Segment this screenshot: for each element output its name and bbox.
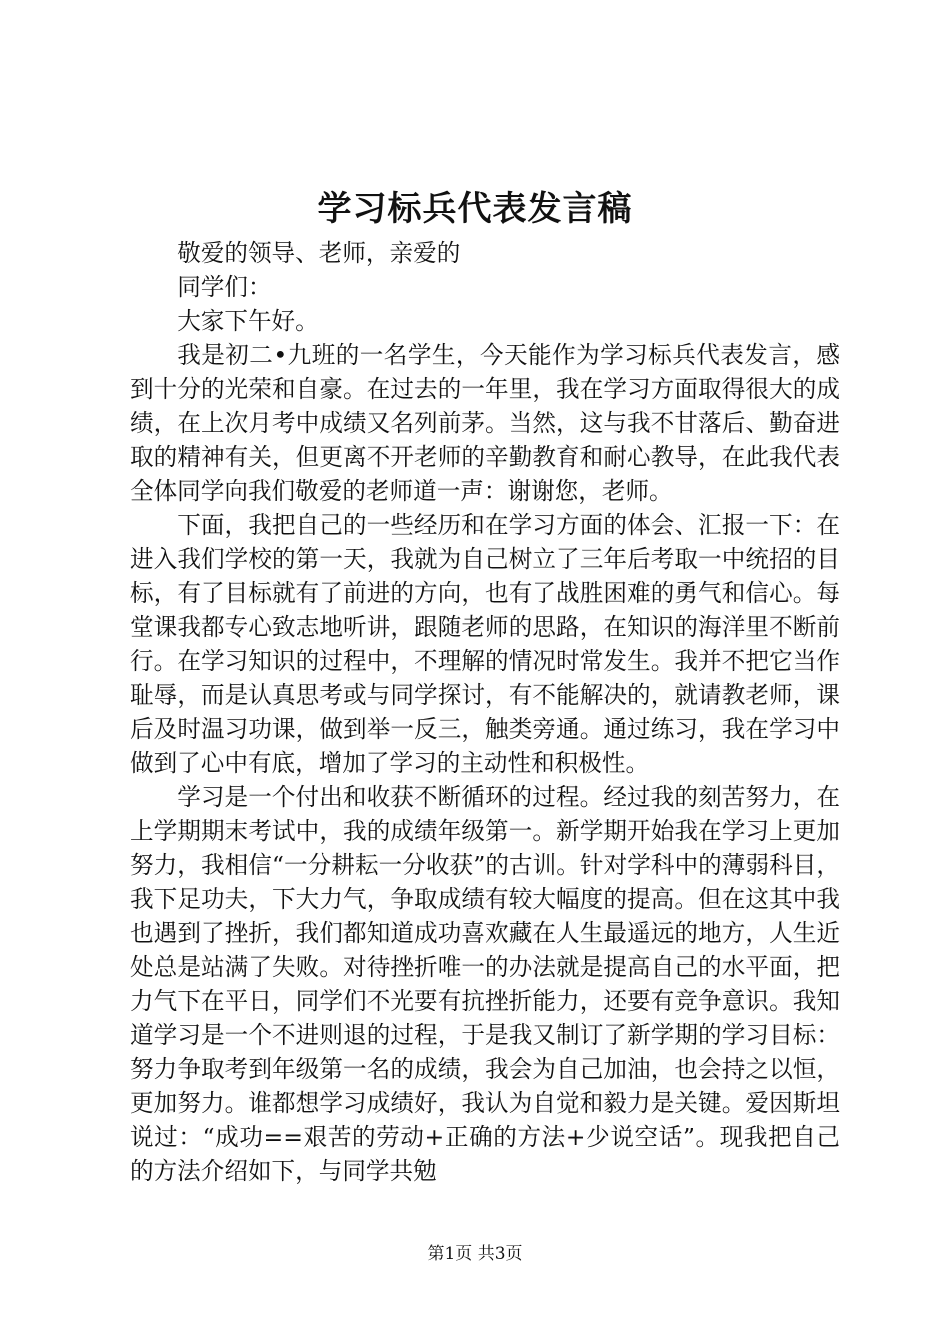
salutation-line-1: 敬爱的领导、老师，亲爱的 (177, 239, 461, 267)
paragraph-learning-process: 学习是一个付出和收获不断循环的过程。经过我的刻苦努力，在上学期期末考试中，我的成绩年级第一。新学期开始我在学习上更加努力，我相信“一分耕耘一分收获”的古训。针对学科中的薄弱科目，我下足功夫，下大力气，争取成绩有较大幅度的提高。但在这其中我也遇到了挫折，我们都知道成功喜欢藏在人生最遥远的地方，人生近处总是站满了失败。对待挫折唯一的办法就是提高自己的水平面，把力气下在平日，同学们不光要有抗挫折能力，还要有竞争意识。我知道学习是一个不进则退的过程，于是我又制订了新学期的学习目标：努力争取考到年级第一名的成绩，我会为自己加油，也会持之以恒，更加努力。谁都想学习成绩好，我认为自觉和毅力是关键。爱因斯坦说过：“成功==艰苦的劳动+正确的方法+少说空话”。现我把自己的方法介绍如下，与同学共勉 (130, 783, 840, 1185)
greeting: 大家下午好。 (177, 307, 319, 335)
document-body (130, 236, 840, 1188)
page-footer: 第1页 共3页 (427, 1244, 523, 1264)
paragraph-experience: 下面，我把自己的一些经历和在学习方面的体会、汇报一下：在进入我们学校的第一天，我就为自己树立了三年后考取一中统招的目标，有了目标就有了前进的方向，也有了战胜困难的勇气和信心。每堂课我都专心致志地听讲，跟随老师的思路，在知识的海洋里不断前行。在学习知识的过程中，不理解的情况时常发生。我并不把它当作耻辱，而是认真思考或与同学探讨，有不能解决的，就请教老师，课后及时温习功课，做到举一反三，触类旁通。通过练习，我在学习中做到了心中有底，增加了学习的主动性和积极性。 (130, 511, 840, 777)
paragraph-introduction: 我是初二•九班的一名学生，今天能作为学习标兵代表发言，感到十分的光荣和自豪。在过去的一年里，我在学习方面取得很大的成绩，在上次月考中成绩又名列前茅。当然，这与我不甘落后、勤奋进取的精神有关，但更离不开老师的辛勤教育和耐心教导，在此我代表全体同学向我们敬爱的老师道一声：谢谢您，老师。 (130, 341, 840, 505)
salutation-line-2: 同学们： (177, 273, 272, 301)
document-title: 学习标兵代表发言稿 (317, 189, 633, 229)
